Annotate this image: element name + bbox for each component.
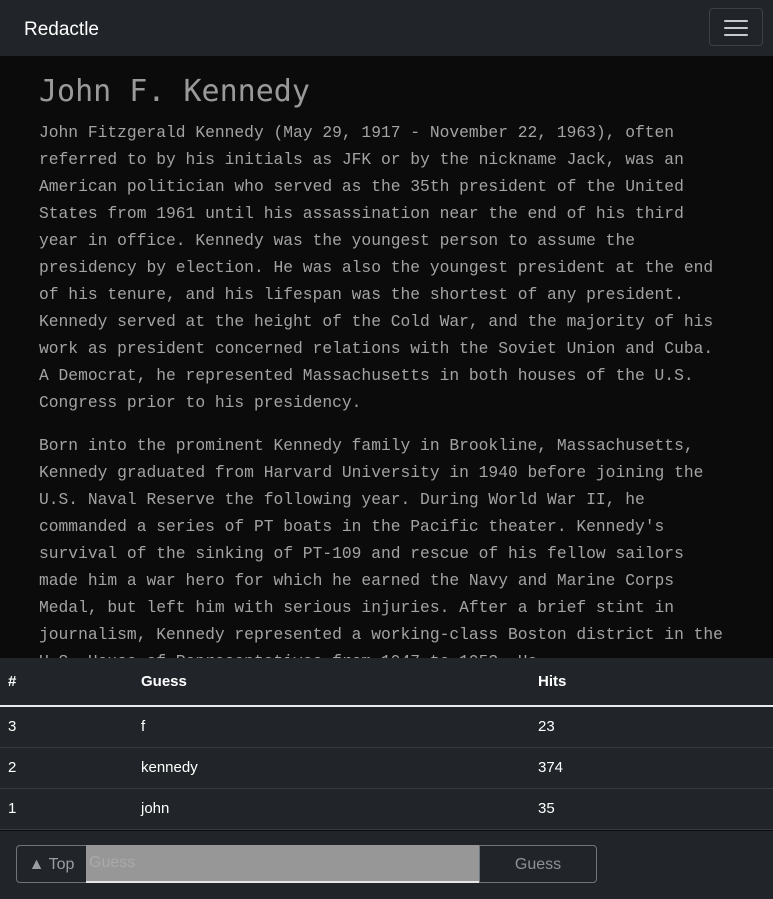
guess-hits: 374 (530, 747, 773, 788)
scroll-top-button[interactable]: ▲ Top (16, 845, 86, 883)
table-row[interactable] (0, 788, 773, 829)
table-row[interactable] (0, 747, 773, 788)
guess-hits: 23 (530, 706, 773, 747)
guess-bar (0, 831, 773, 899)
brand-title[interactable]: Redactle (24, 19, 99, 40)
column-header-hits[interactable]: Hits (530, 658, 773, 706)
table-row[interactable] (0, 706, 773, 747)
guess-number: 2 (0, 747, 133, 788)
guess-word: john (133, 788, 530, 829)
column-header-number[interactable]: # (0, 658, 133, 706)
article-content[interactable] (0, 56, 773, 658)
guess-word: kennedy (133, 747, 530, 788)
table-header-row (0, 658, 773, 706)
article-paragraph: Born into the prominent Kennedy family in Brookline, Massachusetts, Kennedy graduated from Harvard University in 1940 before joining the U.S. Naval Reserve the following year. During World War II, he commanded a series of PT boats in the Pacific theater. Kennedy's survival of the sinking of PT-109 and rescue of his fellow sailors made him a war hero for which he earned the Navy and Marine Corps Medal, but left him with serious injuries. After a brief stint in journalism, Kennedy represented a working-class Boston district in the (39, 436, 723, 644)
guess-submit-button[interactable]: Guess (479, 845, 597, 883)
navbar (0, 0, 773, 56)
guess-word: f (133, 706, 530, 747)
guess-input[interactable] (86, 845, 479, 883)
article-paragraph: John Fitzgerald Kennedy (May 29, 1917 - November 22, 1963), often referred to by his initials as JFK or by the nickname Jack, was an American politician who served as the 35th president of the United States from 1961 until his assassination near the end of his third year in office. Kennedy was the youngest person to assume the presidency by election. He was also the youngest president at the end of his tenure, and his lifespan was the shortest of any president. Kennedy served at the height of the Cold War, and the majority of his work as president concerned relations with the Soviet Union and Cuba. A Democrat, he represented Massachusetts in both houses of the U.S. Congress prior to his presidency. (39, 123, 714, 412)
navbar-toggle-button[interactable] (709, 8, 763, 46)
guess-number: 1 (0, 788, 133, 829)
guess-table (0, 658, 773, 830)
article-title: John F. Kennedy (39, 74, 310, 109)
guess-hits: 35 (530, 788, 773, 829)
guess-number: 3 (0, 706, 133, 747)
column-header-guess[interactable]: Guess (133, 658, 530, 706)
